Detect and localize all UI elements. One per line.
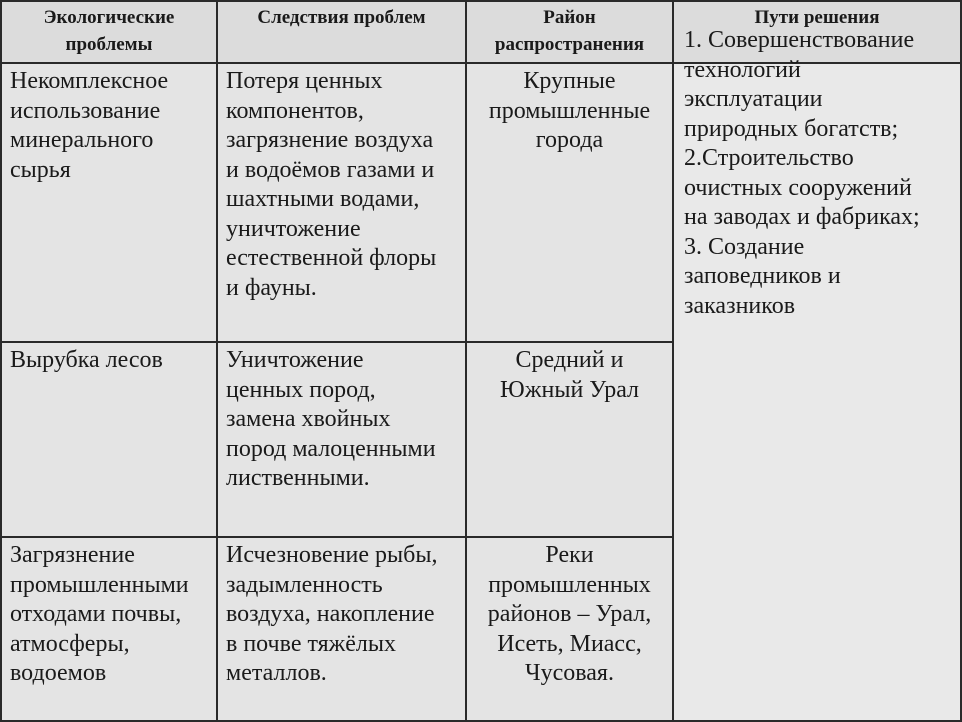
cell-line: города: [535, 127, 604, 153]
cell-line: Исчезновение рыбы,: [226, 542, 438, 568]
cell-line: Средний и: [515, 347, 624, 373]
cell-line: промышленных: [488, 571, 651, 598]
cell-line: в почве тяжёлых: [226, 630, 397, 657]
cell-line: ценных пород,: [226, 376, 376, 403]
cell-line: задымленность: [226, 571, 383, 598]
cell-line: отходами почвы,: [10, 601, 182, 627]
header-consequences-line-1: Следствия проблем: [257, 7, 426, 28]
solution-line: 2.Строительство: [684, 145, 854, 171]
cell-line: Исеть, Миасс,: [497, 630, 642, 657]
header-problems-line-2: проблемы: [65, 34, 153, 55]
solution-line: 1. Совершенствование: [684, 27, 915, 53]
region-cell: [466, 537, 673, 721]
solution-line: 3. Создание: [684, 233, 805, 260]
solution-line: эксплуатации: [684, 86, 823, 112]
cell-line: воздуха, накопление: [226, 601, 435, 627]
consequence-cell: [217, 63, 466, 342]
cell-line: использование: [10, 97, 161, 124]
cell-line: районов – Урал,: [487, 601, 652, 627]
cell-line: атмосферы,: [10, 630, 130, 657]
solution-line: технологий: [684, 56, 801, 83]
cell-line: Потеря ценных: [226, 68, 383, 94]
cell-line: лиственными.: [226, 465, 370, 491]
cell-line: и фауны.: [226, 274, 317, 301]
header-solutions-line-1: Пути решения: [754, 7, 880, 28]
solution-line: заповедников и: [684, 263, 841, 289]
header-region-line-1: Район: [543, 7, 596, 28]
cell-line: компонентов,: [226, 97, 364, 124]
cell-line: замена хвойных: [226, 406, 391, 432]
cell-line: загрязнение воздуха: [226, 127, 434, 153]
cell-line: промышленные: [488, 97, 651, 124]
header-problems: [1, 1, 217, 63]
cell-line: Загрязнение: [10, 542, 135, 568]
cell-line: уничтожение: [226, 215, 361, 242]
cell-line: и водоёмов газами и: [226, 156, 435, 183]
consequence-cell: [217, 537, 466, 721]
problem-cell: [1, 63, 217, 342]
problem-cell: [1, 537, 217, 721]
header-region: [466, 1, 673, 63]
solutions-cell: [673, 27, 961, 721]
solution-line: на заводах и фабриках;: [684, 204, 920, 230]
solution-line: очистных сооружений: [684, 174, 912, 201]
cell-line: естественной флоры: [226, 245, 437, 271]
header-region-line-2: распространения: [494, 34, 645, 55]
cell-line: водоемов: [10, 660, 107, 686]
region-cell: [466, 342, 673, 537]
cell-line: Южный Урал: [499, 376, 640, 403]
cell-line: пород малоценными: [226, 435, 436, 462]
cell-line: минерального: [10, 127, 154, 153]
cell-line: Уничтожение: [226, 347, 364, 373]
cell-line: шахтными водами,: [226, 186, 420, 212]
cell-line: Вырубка лесов: [10, 347, 163, 373]
consequence-cell: [217, 342, 466, 537]
cell-line: промышленными: [10, 571, 189, 598]
cell-line: Реки: [545, 542, 594, 568]
table-row: [1, 63, 961, 342]
cell-line: Крупные: [523, 68, 616, 94]
cell-line: сырья: [10, 156, 71, 183]
header-consequences: [217, 1, 466, 63]
cell-line: Чусовая.: [525, 660, 614, 686]
region-cell: [466, 63, 673, 342]
solution-line: заказников: [684, 292, 796, 319]
cell-line: Некомплексное: [10, 68, 169, 94]
cell-line: металлов.: [226, 660, 327, 686]
header-problems-line-1: Экологические: [43, 7, 175, 28]
problem-cell: [1, 342, 217, 537]
solution-line: природных богатств;: [684, 115, 899, 142]
